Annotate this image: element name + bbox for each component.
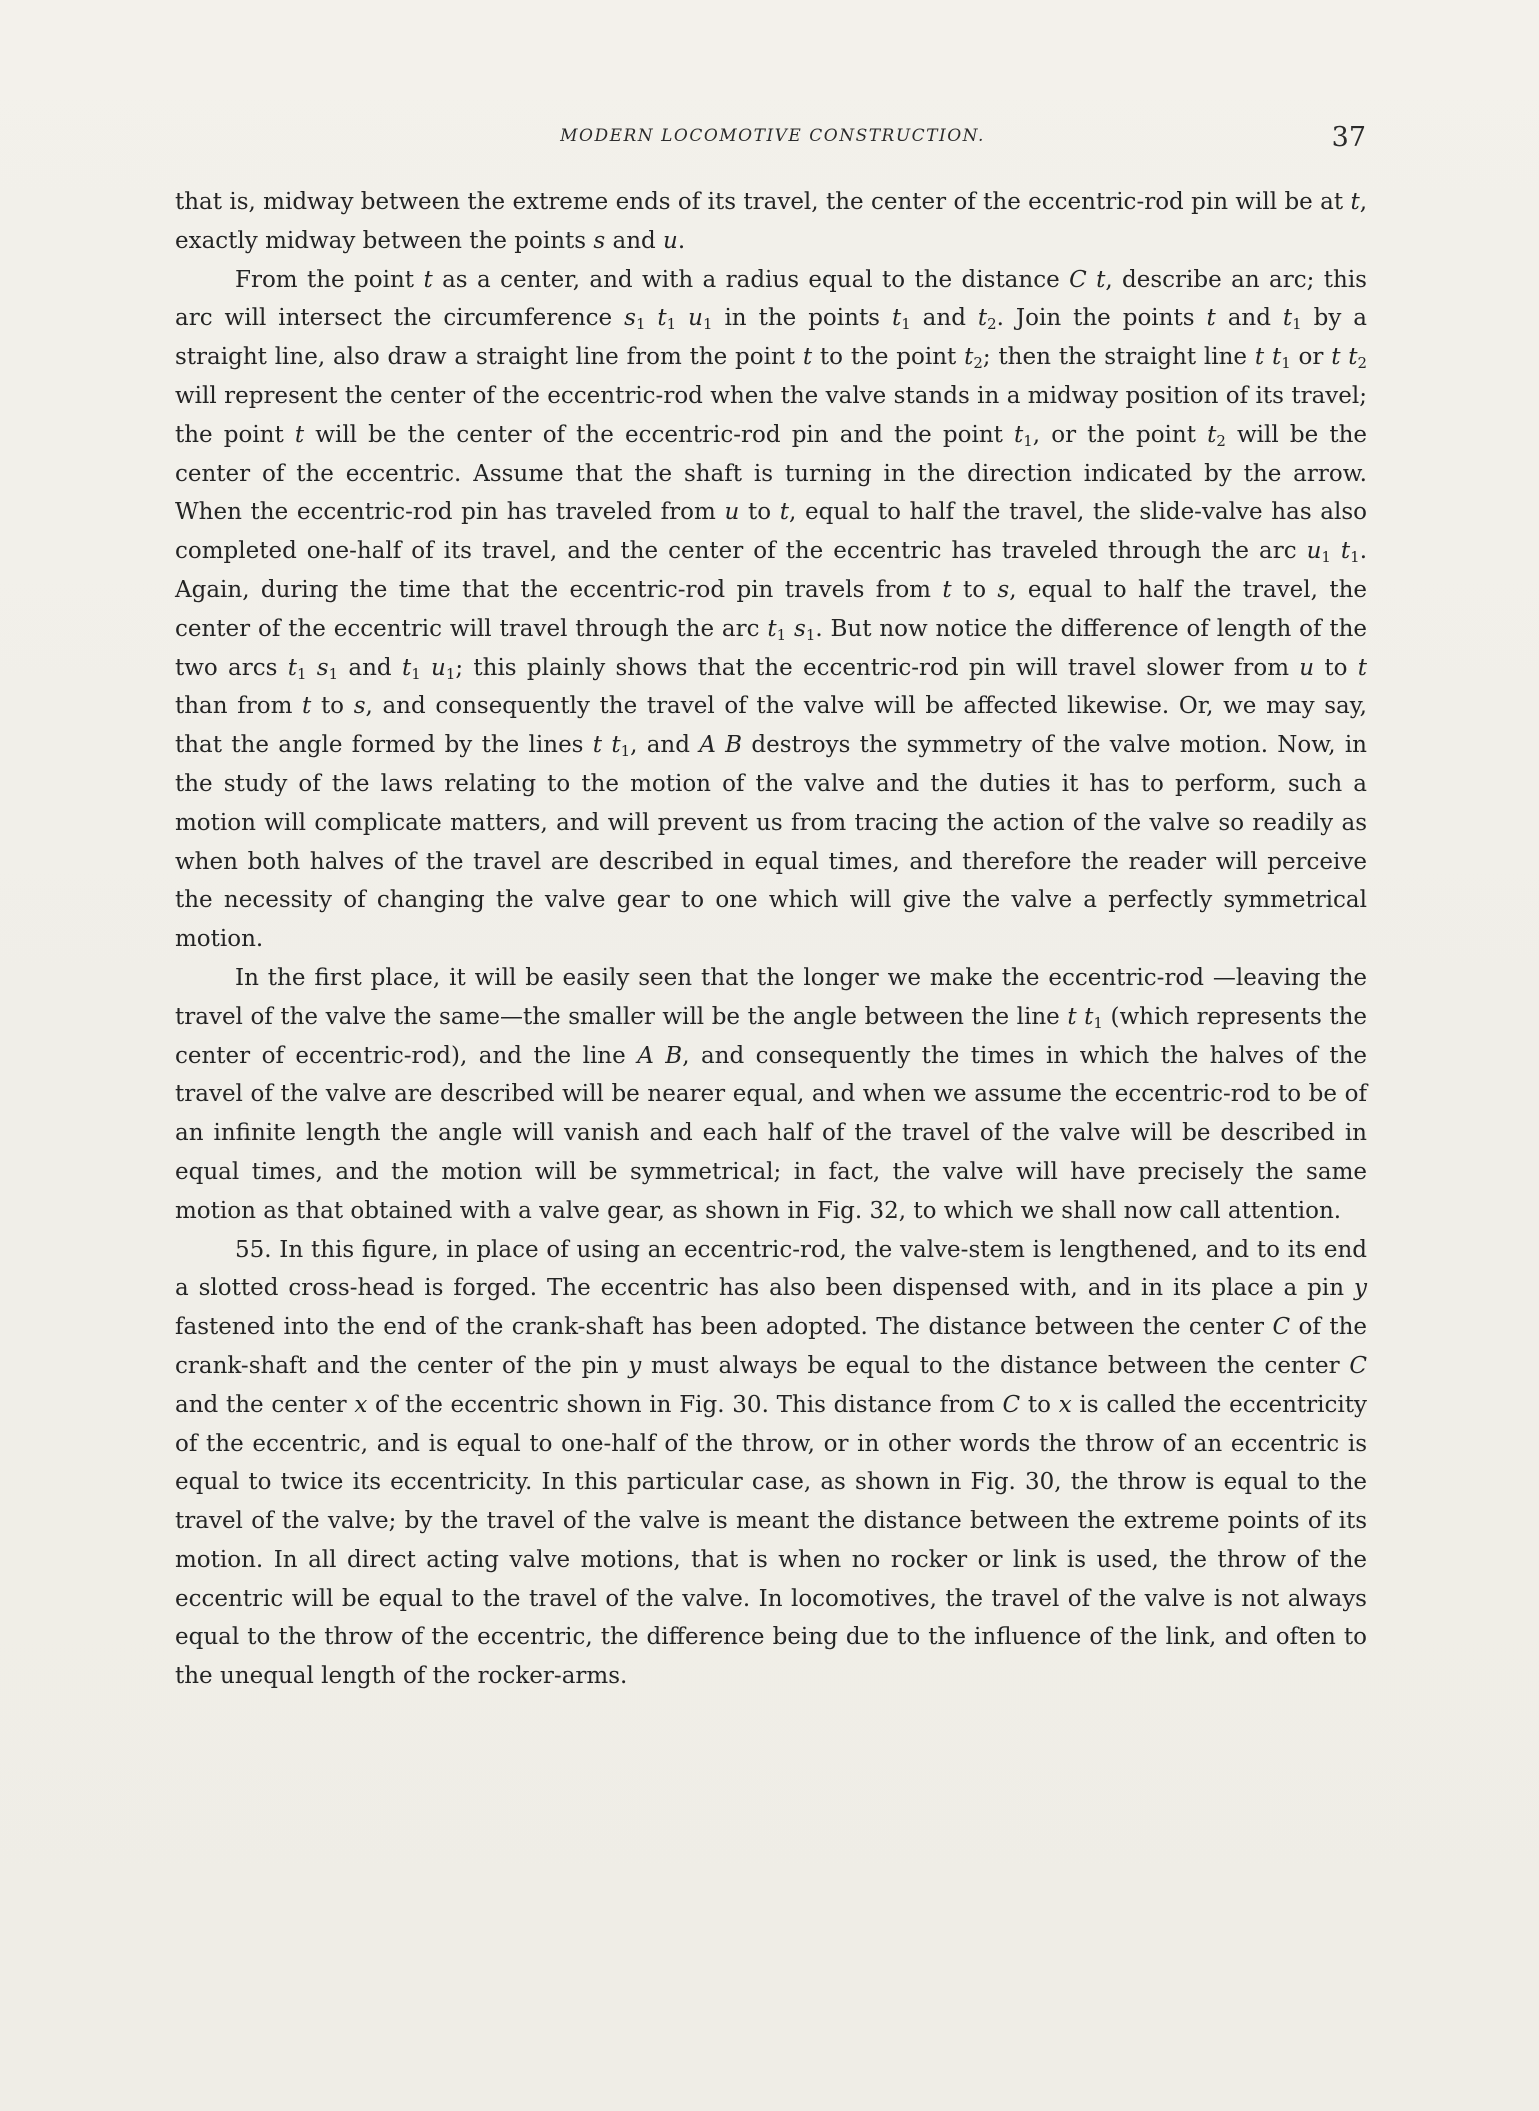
running-title: MODERN LOCOMOTIVE CONSTRUCTION. — [560, 126, 985, 146]
page-number: 37 — [1331, 122, 1366, 153]
body-text — [175, 183, 1367, 1696]
running-head — [175, 122, 1370, 158]
paragraph-1: that is, midway between the extreme ends of its travel, the center of the eccentric-rod pin will be at t, exactly midway between the points s and u. — [175, 189, 1367, 254]
paragraph-2: From the point t as a center, and with a radius equal to the distance C t, describe an arc; this arc will intersect the circumference $s_1$ $t_1$ $u_1$ in the points $t_1$ and $t_2$. Join the points t and $t_1$ by a straight line, also draw a straight line from the point t to the point $t_2$; then the straight line t $t_1$ or t $t_2$ will represent the center of the eccentric-rod when the valve stands in a midway position of its travel; the point t will be the center of the eccentric-rod pin and the point $t_1$, or the point $t_2$ will be the center of the eccentric. Assume that the shaft is turning in the direction indicated by the arrow. When the eccentric-rod pin has traveled from u to t, equal to half the travel, the slide-valve has also completed one-half of its travel, and the center of the eccentric has traveled through the arc $u_1$ $t_1$. Again, during the time that the eccentric-rod pin travels from t to s, equal to half the travel, the center of the eccentric will travel through the arc $t_1$ $s_1$. But now notice the difference of length of the two arcs $t_1$ $s_1$ and $t_1$ $u_1$; this plainly shows that the eccentric-rod pin will travel slower from u to t than from t to s, and consequently the travel of the valve will be affected likewise. Or, we may say, that the angle formed by the lines t $t_1$, and A B destroys the symmetry of the valve motion. Now, in the study of the laws relating to the motion of the valve and the duties it has to perform, such a motion will complicate matters, and will prevent us from tracing the action of the valve so readily as when both halves of the travel are described in equal times, and therefore the reader will perceive the necessity of changing the valve gear to one which will give the valve a perfectly symmetrical motion. — [175, 266, 1368, 953]
paragraph-3: In the first place, it will be easily seen that the longer we make the eccentric-rod —leaving the travel of the valve the same—the smaller will be the angle between the line t $t_1$ (which represents the center of eccentric-rod), and the line A B, and consequently the times in which the halves of the travel of the valve are described will be nearer equal, and when we assume the eccentric-rod to be of an infinite length the angle will vanish and each half of the travel of the valve will be described in equal times, and the motion will be symmetrical; in fact, the valve will have precisely the same motion as that obtained with a valve gear, as shown in Fig. 32, to which we shall now call attention. — [175, 964, 1368, 1224]
paragraph-4: 55. In this figure, in place of using an eccentric-rod, the valve-stem is lengthened, and to its end a slotted cross-head is forged. The eccentric has also been dispensed with, and in its place a pin y fastened into the end of the crank-shaft has been adopted. The distance between the center C of the crank-shaft and the center of the pin y must always be equal to the distance between the center C and the center x of the eccentric shown in Fig. 30. This distance from C to x is called the eccentricity of the eccentric, and is equal to one-half of the throw, or in other words the throw of an eccentric is equal to twice its eccentricity. In this particular case, as shown in Fig. 30, the throw is equal to the travel of the valve; by the travel of the valve is meant the distance between the extreme points of its motion. In all direct acting valve motions, that is when no rocker or link is used, the throw of the eccentric will be equal to the travel of the valve. In locomotives, the travel of the valve is not always equal to the throw of the eccentric, the difference being due to the influence of the link, and often to the unequal length of the rocker-arms. — [175, 1236, 1367, 1690]
